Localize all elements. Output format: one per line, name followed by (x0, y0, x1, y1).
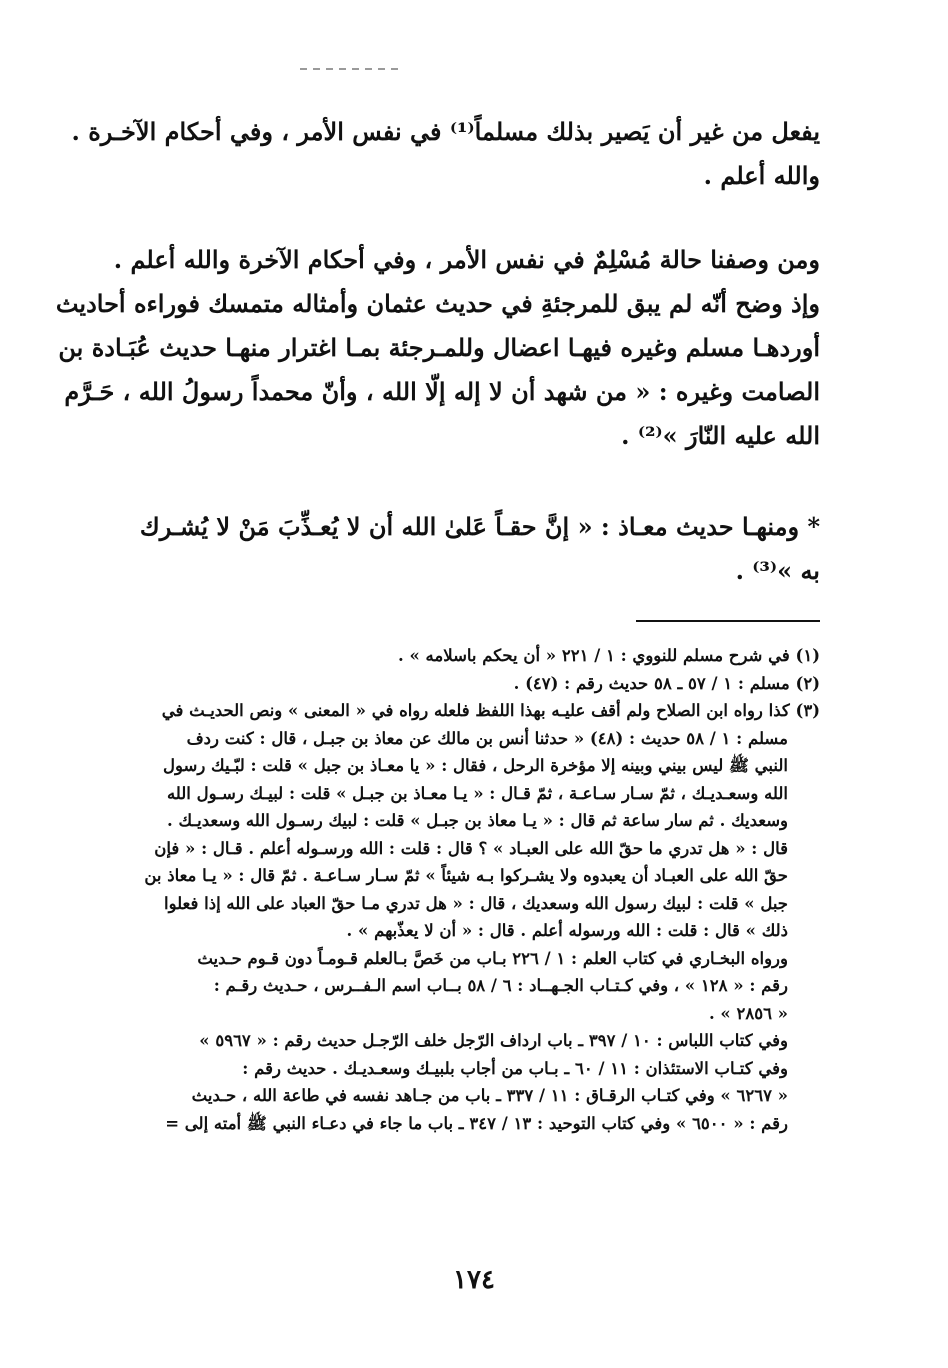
text-line: والله أعلم . (703, 161, 820, 190)
header-marks (300, 58, 460, 68)
footnote-line: ورواه البخـاري في كتاب العلم : ١ / ٢٢٦ بـاب من خَصَّ بـالعلم قـومـاً دون قـوم حـديث (197, 948, 788, 968)
page-number: ١٧٤ (453, 1265, 495, 1295)
text-line: ومن وصفنا حالة مُسْلِمٌ في نفس الأمر ، وفي أحكام الآخرة والله أعلم . (113, 245, 820, 274)
footnote-line: وفي كتـاب الاستئذان : ١١ / ٦٠ ـ بـاب من أجاب بلبيـك وسعـديـك . حديث رقم : (242, 1058, 788, 1078)
footnote-line: حقّ الله على العبـاد أن يعبدوه ولا يشـركوا بـه شيئاً » ثمّ سـار سـاعـة . ثمّ قال : « يـا معاذ بن (144, 866, 788, 885)
text-line: به »⁽³⁾ . (735, 556, 820, 585)
footnote-separator (636, 620, 820, 622)
footnote-line: مسلم : ١ / ٥٨ حديث : (٤٨) « حدثنا أنس بن مالك عن معاذ بن جبـل ، قال : كنت ردف (186, 728, 788, 748)
footnote-line: رقم : « ٦٥٠٠ » وفي كتاب التوحيد : ١٣ / ٣٤٧ ـ باب ما جاء في دعـاء النبي ﷺ أمته إلى = (165, 1113, 788, 1133)
footnotes (120, 642, 820, 1137)
text-line: أوردهـا مسلم وغيره فيهـا اعضال وللمـرجئة بمـا اغترار منهـا حديث عُبَـادة بن (58, 333, 820, 362)
text-line: يفعل من غير أن يَصير بذلك مسلماً⁽¹⁾ في نفس الأمر ، وفي أحكام الآخـرة . (71, 117, 820, 146)
text-line: وإذ وضح أنّه لم يبق للمرجئةِ في حديث عثمان وأمثاله متمسك فوراءه أحاديث (55, 289, 820, 318)
footnote-line: النبي ﷺ ليس بيني وبينه إلا مؤخرة الرحل ، فقال : « يا معـاذ بن جبل » قلت : لبّـيك رسول (163, 756, 788, 775)
text-line: الصامت وغيره : « من شهد أن لا إله إلّا الله ، وأنّ محمداً رسولُ الله ، حَـرَّم (64, 377, 820, 406)
footnote-line: قال : « هل تدري ما حقّ الله على العبـاد » ؟ قال : قلت : الله ورسـوله أعلم . قـال : « فإن (154, 838, 788, 858)
footnote-line: (١) في شرح مسلم للنووي : ١ / ٢٢١ « أن يحكم باسلامه » . (398, 646, 820, 665)
footnote-line: جبل » قلت : لبيك رسول الله وسعديك ، قال : « هل تدري مـا حقّ العباد على الله إذا فعلوا (163, 893, 788, 913)
footnote-line: الله وسعـديـك ، ثمّ سـار سـاعـة ، ثمّ قـال : « يـا معـاذ بن جبـل » قلت : لبيـك رسـول الله (166, 783, 788, 803)
footnote-line: وسعديك . ثم سار ساعة ثم قال : « يـا معاذ بن جبـل » قلت : لبيك رسـول الله وسعديـك . (166, 811, 788, 830)
paragraph-1 (71, 110, 820, 198)
text-line: الله عليه النّارَ »⁽²⁾ . (621, 421, 820, 450)
footnote-line: « ٦٢٦٧ » وفي كتـاب الرقـاق : ١١ / ٣٣٧ ـ باب من جـاهد نفسه في طاعة الله ، حـديث (191, 1086, 788, 1105)
footnote-line: (٣) كذا رواه ابن الصلاح ولم أقف عليـه بهذا اللفظ فلعله رواه في « المعنى » ونص الحديـث في (161, 701, 820, 720)
paragraph-3 (120, 505, 820, 593)
footnote-line: ذلك » قال : قلت : الله ورسوله أعلم . قال : « أن لا يعذّبهم » . (346, 921, 788, 940)
footnote-line: (٢) مسلم : ١ / ٥٧ ـ ٥٨ حديث رقم : (٤٧) . (513, 673, 820, 693)
paragraph-2 (55, 238, 820, 458)
footnote-line: وفي كتاب اللباس : ١٠ / ٣٩٧ ـ باب ارداف الرّجل خلف الرّجـل حديث رقم : « ٥٩٦٧ » (199, 1031, 788, 1050)
footnote-line: « ٢٨٥٦ » . (708, 1003, 788, 1023)
footnote-line: رقم : « ١٢٨ » ، وفي كـتـاب الجـهــاد : ٦ / ٥٨ بــاب اسم الـفــرس ، حـديث رقـم : (213, 976, 788, 995)
text-line: * ومنهـا حديث معـاذ : « إنَّ حقـاً عَلىٰ الله أن لا يُعـذِّبَ مَنْ لا يُشـرك (139, 512, 820, 541)
